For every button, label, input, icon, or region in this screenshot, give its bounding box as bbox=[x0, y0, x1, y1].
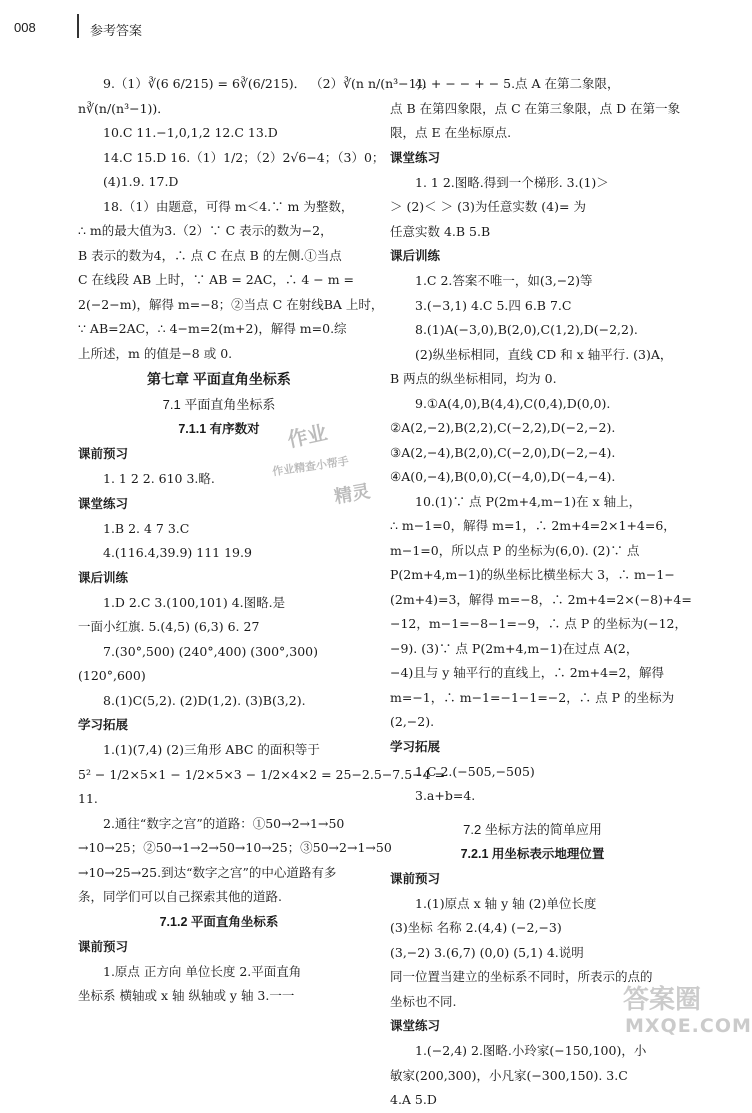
stamp-line-2: 作业精查小帮手 bbox=[271, 454, 350, 479]
section-title: 7.2.1 用坐标表示地理位置 bbox=[460, 846, 605, 861]
answer-line: m=−1，∴ m−1=−1−1=−2，∴ 点 P 的坐标为 bbox=[390, 689, 675, 705]
answer-line: 1.C 2.答案不唯一，如(3,−2)等 bbox=[415, 273, 593, 288]
answer-line: (4)1.9. 17.D bbox=[103, 174, 179, 189]
header-divider bbox=[77, 14, 79, 38]
section-heading: 课后训练 bbox=[390, 249, 441, 263]
answer-line: 1.B 2. 4 7 3.C bbox=[103, 520, 190, 536]
answer-line: P(2m+4,m−1)的纵坐标比横坐标大 3，∴ m−1− bbox=[390, 567, 675, 582]
answer-line: −4)且与 y 轴平行的直线上，∴ 2m+4=2，解得 bbox=[390, 665, 664, 680]
answer-line: 14.C 15.D 16.（1）1/2；（2）2√6−4；（3）0； bbox=[103, 149, 385, 165]
answer-line: B 表示的数为4，∴ 点 C 在点 B 的左侧.①当点 bbox=[78, 247, 342, 263]
answer-line: 限，点 E 在坐标原点. bbox=[390, 125, 512, 140]
answer-line: B 两点的纵坐标相同，均为 0. bbox=[390, 371, 557, 386]
section-title: 7.2 坐标方法的简单应用 bbox=[463, 821, 602, 837]
answer-line: 9.（1）∛(6 6/215) = 6∛(6/215)． （2）∛(n n/(n³−1)) bbox=[103, 76, 427, 91]
answer-line: →10→25；②50→1→2→50→10→25；③50→2→1→50 bbox=[78, 840, 392, 855]
answer-line: 4.A 5.D bbox=[390, 1092, 437, 1107]
answer-line: 条，同学们可以自己探索其他的道路. bbox=[78, 889, 282, 904]
answer-line: 4. + − − + − 5.点 A 在第二象限， bbox=[415, 76, 620, 91]
answer-line: 8.(1)C(5,2). (2)D(1,2). (3)B(3,2). bbox=[103, 692, 306, 708]
answer-line: C 在线段 AB 上时，∵ AB = 2AC，∴ 4 − m = bbox=[78, 272, 354, 287]
spacer bbox=[390, 809, 675, 817]
section-heading: 课堂练习 bbox=[390, 1019, 441, 1033]
answer-line: 上所述，m 的值是−8 或 0. bbox=[78, 345, 233, 361]
answer-line: −9). (3)∵ 点 P(2m+4,m−1)在过点 A(2， bbox=[390, 640, 639, 656]
section-heading: 课后训练 bbox=[78, 570, 129, 585]
section-title: 7.1.1 有序数对 bbox=[178, 422, 260, 436]
answer-line: ②A(2,−2),B(2,2),C(−2,2),D(−2,−2). bbox=[390, 420, 616, 435]
answer-line: 5² − 1/2×5×1 − 1/2×5×3 − 1/2×4×2 = 25−2.5−7.5−4 = bbox=[78, 766, 446, 782]
answer-line: 2(−2−m)，解得 m=−8；②当点 C 在射线BA 上时， bbox=[78, 296, 384, 312]
answer-line: 3.a+b=4. bbox=[415, 788, 476, 803]
answer-line: →10→25→25.到达“数字之宫”的中心道路有多 bbox=[78, 864, 337, 880]
answer-line: 1. 1 2.图略.得到一个梯形. 3.(1)＞ bbox=[415, 174, 609, 190]
answer-line: 同一位置当建立的坐标系不同时，所表示的点的 bbox=[390, 969, 653, 984]
answer-line: ④A(0,−4),B(0,0),C(−4,0),D(−4,−4). bbox=[390, 469, 616, 484]
answer-line: (3,−2) 3.(6,7) (0,0) (5,1) 4.说明 bbox=[390, 944, 584, 960]
section-heading: 课堂练习 bbox=[390, 150, 441, 165]
section-heading: 学习拓展 bbox=[390, 739, 441, 754]
answer-line: m−1=0，所以点 P 的坐标为(6,0). (2)∵ 点 bbox=[390, 542, 640, 558]
answer-line: 4.(116.4,39.9) 111 19.9 bbox=[103, 545, 252, 560]
answer-line: 10.(1)∵ 点 P(2m+4,m−1)在 x 轴上， bbox=[415, 493, 642, 509]
section-heading: 课前预习 bbox=[78, 447, 129, 461]
answer-line: 18.（1）由题意，可得 m＜4.∵ m 为整数， bbox=[103, 198, 354, 214]
answer-line: 1.D 2.C 3.(100,101) 4.图略.是 bbox=[103, 594, 286, 610]
watermark-url: MXQE.COM bbox=[625, 1015, 752, 1037]
answer-line: 11. bbox=[78, 791, 98, 806]
answer-line: ∴ m−1=0，解得 m=1，∴ 2m+4=2×1+4=6， bbox=[390, 518, 676, 533]
answer-line: 1.原点 正方向 单位长度 2.平面直角 bbox=[103, 963, 302, 979]
answer-line: 7.(30°,500) (240°,400) (300°,300) bbox=[103, 643, 319, 659]
answer-line: 一面小红旗. 5.(4,5) (6,3) 6. 27 bbox=[78, 619, 260, 634]
answer-line: 1.C 2.(−505,−505) bbox=[415, 763, 535, 779]
answer-line: 点 B 在第四象限，点 C 在第三象限，点 D 在第一象 bbox=[390, 100, 681, 116]
answer-line: ③A(2,−4),B(2,0),C(−2,0),D(−2,−4). bbox=[390, 444, 616, 460]
answer-line: 8.(1)A(−3,0),B(2,0),C(1,2),D(−2,2). bbox=[415, 322, 638, 337]
section-heading: 课堂练习 bbox=[78, 496, 129, 511]
answer-line: 坐标系 横轴或 x 轴 纵轴或 y 轴 3.一一 bbox=[78, 988, 295, 1003]
page-number: 008 bbox=[14, 20, 36, 35]
section-heading: 课前预习 bbox=[390, 871, 441, 886]
page-header-title: 参考答案 bbox=[90, 23, 143, 38]
section-title: 7.1.2 平面直角坐标系 bbox=[159, 914, 279, 929]
answer-line: 1. 1 2 2. 610 3.略. bbox=[103, 471, 215, 486]
chapter-title: 第七章 平面直角坐标系 bbox=[147, 371, 291, 387]
answer-line: n∛(n/(n³−1))． bbox=[78, 100, 170, 116]
answer-line: 任意实数 4.B 5.B bbox=[390, 223, 491, 239]
answer-line: (2,−2). bbox=[390, 714, 435, 729]
answer-line: 3.(−3,1) 4.C 5.四 6.B 7.C bbox=[415, 297, 572, 313]
section-heading: 学习拓展 bbox=[78, 718, 129, 732]
watermark-logo: 答案圈 bbox=[623, 985, 702, 1015]
answer-line: 坐标也不同. bbox=[390, 993, 457, 1009]
answer-line: (2m+4)=3，解得 m=−8，∴ 2m+4=2×(−8)+4= bbox=[390, 591, 692, 607]
answer-line: 1.(1)原点 x 轴 y 轴 (2)单位长度 bbox=[415, 895, 597, 911]
stamp-line-1: 作业 bbox=[285, 420, 330, 452]
stamp-line-3: 精灵 bbox=[332, 481, 372, 508]
answer-line: 2.通往“数字之宫”的道路：①50→2→1→50 bbox=[103, 815, 345, 831]
answer-line: (120°,600) bbox=[78, 668, 146, 683]
answer-line: ∴ m的最大值为3.（2）∵ C 表示的数为−2， bbox=[78, 223, 333, 238]
answer-line: ＞ (2)＜ ＞ (3)为任意实数 (4)= 为 bbox=[390, 199, 586, 214]
answer-line: ∵ AB=2AC，∴ 4−m=2(m+2)，解得 m=0.综 bbox=[78, 321, 347, 336]
answer-line: 10.C 11.−1,0,1,2 12.C 13.D bbox=[103, 125, 278, 140]
page-header bbox=[0, 0, 750, 44]
section-title: 7.1 平面直角坐标系 bbox=[162, 397, 276, 412]
answer-line: 9.①A(4,0),B(4,4),C(0,4),D(0,0). bbox=[415, 395, 611, 411]
answer-line: 敏家(200,300)，小凡家(−300,150). 3.C bbox=[390, 1067, 628, 1083]
answer-line: 1.(1)(7,4) (2)三角形 ABC 的面积等于 bbox=[103, 742, 320, 757]
answer-line: 1.(−2,4) 2.图略.小玲家(−150,100)，小 bbox=[415, 1043, 647, 1058]
answer-line: (3)坐标 名称 2.(4,4) (−2,−3) bbox=[390, 920, 562, 935]
section-heading: 课前预习 bbox=[78, 939, 129, 954]
answer-line: (2)纵坐标相同，直线 CD 和 x 轴平行. (3)A， bbox=[415, 346, 673, 362]
answer-line: −12，m−1=−8−1=−9，∴ 点 P 的坐标为(−12， bbox=[390, 616, 687, 631]
